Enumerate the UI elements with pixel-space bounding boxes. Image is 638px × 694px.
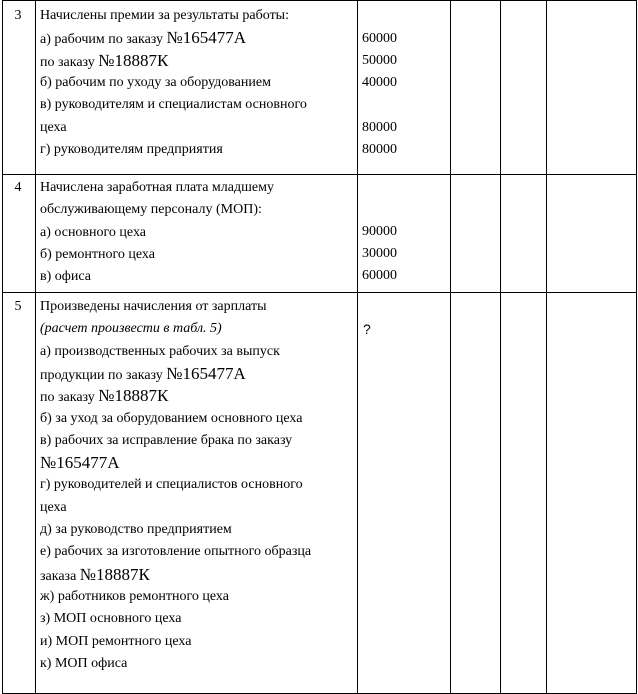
row-border: [2, 292, 636, 293]
amount-cell: 50000: [362, 53, 397, 68]
description-line: Начислена заработная плата младшему: [40, 180, 274, 195]
row-number: 3: [14, 8, 22, 23]
description-line: Произведены начисления от зарплаты: [40, 299, 267, 314]
description-line: з) МОП основного цеха: [40, 611, 182, 627]
description-line: (расчет произвести в табл. 5): [40, 321, 222, 337]
description-line: обслуживающему персоналу (МОП):: [40, 202, 262, 218]
description-line: в) рабочих за исправление брака по заказу: [40, 432, 293, 448]
order-number: №165477А: [166, 363, 246, 383]
description-line: б) за уход за оборудованием основного цеха: [40, 410, 303, 426]
description-line: г) руководителям предприятия: [40, 141, 223, 157]
order-number: №165477А: [166, 28, 247, 48]
description-line: [40, 385, 168, 409]
order-number: №18887К: [98, 386, 169, 406]
line-text: по заказу: [40, 54, 99, 70]
description-line: а) основного цеха: [40, 224, 146, 240]
amount-cell: 60000: [362, 31, 397, 46]
description-line: е) рабочих за изготовление опытного образца: [40, 544, 312, 560]
description-line: а) производственных рабочих за выпуск: [40, 343, 280, 359]
amount-cell: 30000: [362, 246, 397, 261]
description-line: [40, 564, 150, 588]
amount-cell: 80000: [362, 120, 397, 135]
amount-cell: 60000: [362, 268, 397, 283]
description-line: ж) работников ремонтного цеха: [40, 588, 229, 604]
row-border: [2, 174, 636, 175]
col-border: [35, 0, 36, 694]
description-line: б) ремонтного цеха: [40, 246, 155, 262]
description-line: цеха: [40, 119, 67, 135]
line-text: а) рабочим по заказу: [40, 32, 167, 48]
amount-cell: 40000: [362, 75, 397, 90]
col-border: [357, 0, 358, 694]
description-line: д) за руководство предприятием: [40, 522, 232, 537]
description-line: в) руководителям и специалистам основного: [40, 97, 307, 113]
description-line: [40, 363, 246, 387]
row-number: 5: [14, 299, 22, 314]
amount-cell: 80000: [362, 142, 397, 157]
description-line: [40, 27, 246, 51]
line-text: заказа: [40, 568, 80, 584]
order-number: №18887К: [98, 50, 169, 70]
col-border: [500, 0, 501, 694]
description-line: [40, 50, 168, 74]
description-line: г) руководителей и специалистов основного: [40, 477, 303, 493]
col-border: [2, 0, 3, 694]
description-line: в) офиса: [40, 269, 91, 285]
description-line: Начислены премии за результаты работы:: [40, 8, 289, 23]
order-number: №18887К: [79, 564, 150, 584]
description-line: и) МОП ремонтного цеха: [40, 633, 192, 649]
line-text: по заказу: [40, 390, 99, 406]
order-number: №165477А: [40, 453, 120, 473]
row-border: [2, 0, 636, 1]
description-line: б) рабочим по уходу за оборудованием: [40, 74, 271, 90]
description-line: цеха: [40, 499, 67, 515]
row-number: 4: [14, 180, 22, 195]
description-line: [40, 452, 120, 476]
col-border: [636, 0, 637, 694]
col-border: [450, 0, 451, 694]
amount-cell: ?: [363, 321, 371, 337]
col-border: [546, 0, 547, 694]
line-text: продукции по заказу: [40, 367, 167, 383]
amount-cell: 90000: [362, 224, 397, 239]
description-line: к) МОП офиса: [40, 655, 128, 671]
